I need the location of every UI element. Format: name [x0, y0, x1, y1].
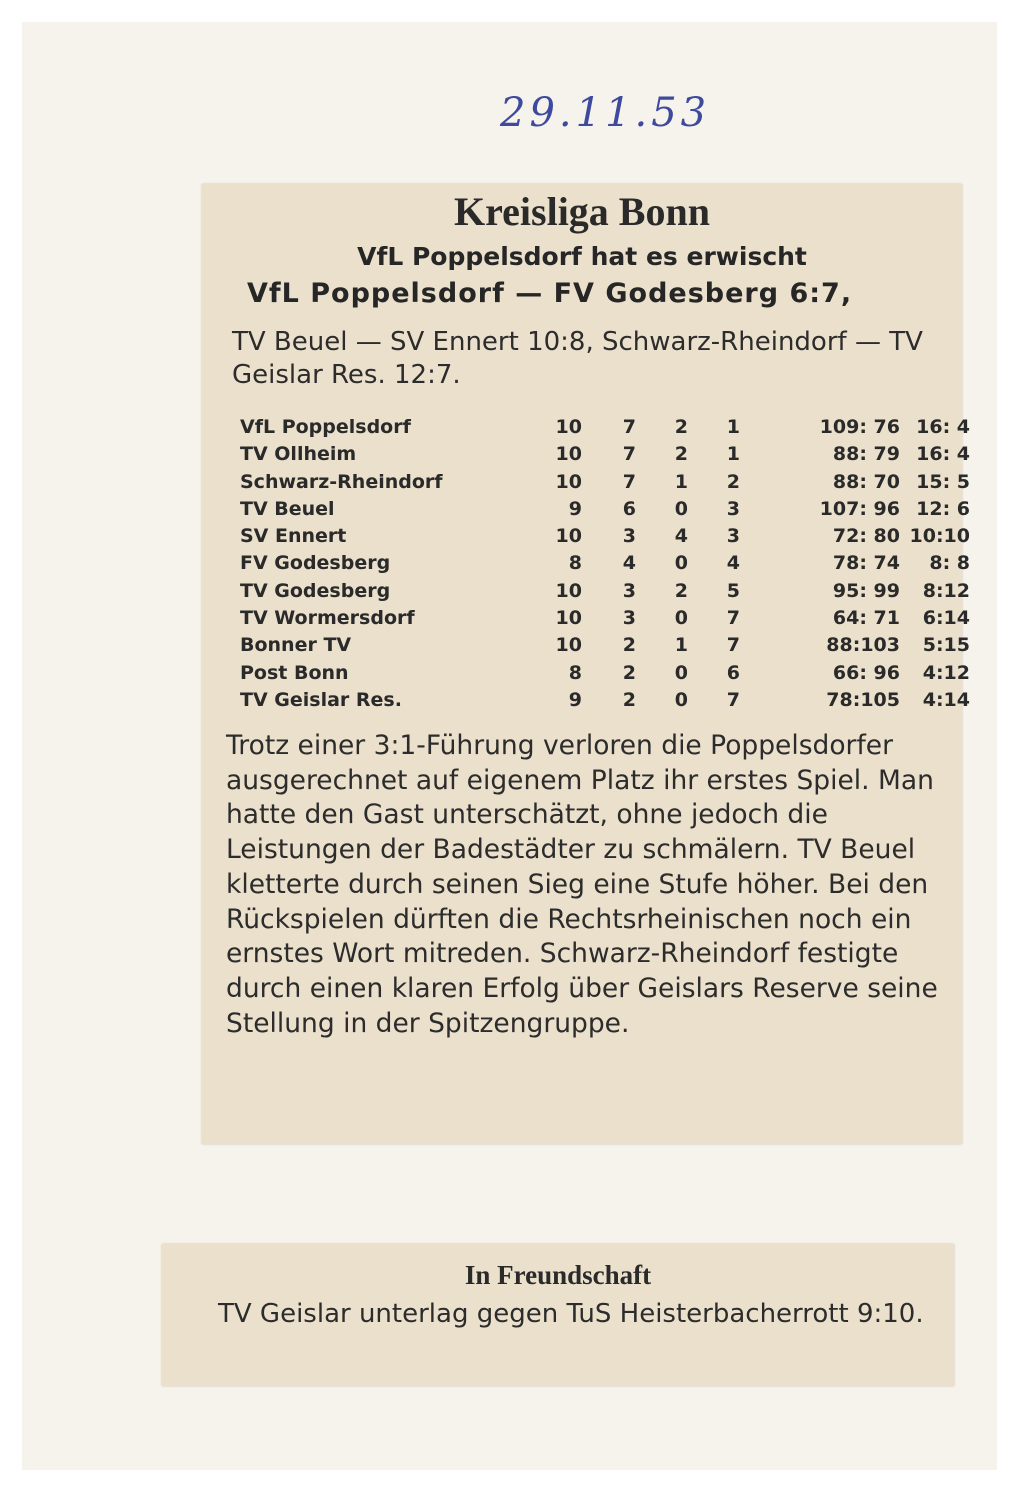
cell-pts: 6:14 [922, 607, 970, 630]
cell-gp: 8 [568, 552, 582, 575]
headline: Kreisliga Bonn [454, 189, 710, 234]
cell-pts: 8: 8 [929, 552, 970, 575]
handwritten-date: 29.11.53 [500, 90, 711, 136]
cell-gp: 10 [555, 470, 582, 493]
cell-team: VfL Poppelsdorf [240, 416, 411, 438]
table-row [240, 579, 970, 607]
cell-team: TV Godesberg [240, 579, 391, 602]
cell-w: 7 [622, 470, 636, 493]
cell-pts: 8:12 [922, 579, 970, 602]
cell-goals: 72: 80 [832, 525, 900, 548]
cell-goals: 78:105 [826, 688, 900, 711]
cell-goals: 78: 74 [832, 552, 900, 575]
cell-d: 0 [674, 497, 688, 520]
cell-w: 3 [622, 607, 636, 630]
cell-d: 1 [674, 634, 688, 657]
standings-table [240, 416, 970, 716]
cell-gp: 10 [555, 525, 582, 548]
cell-team: SV Ennert [240, 525, 347, 548]
cell-gp: 10 [555, 416, 582, 438]
cell-l: 5 [726, 579, 740, 602]
cell-gp: 8 [568, 661, 582, 684]
cell-d: 2 [674, 443, 688, 466]
scrapbook-page [22, 22, 997, 1470]
cell-team: TV Ollheim [240, 443, 357, 466]
results-paragraph: TV Beuel — SV Ennert 10:8, Schwarz-Rheindorf — TV Geislar Res. 12:7. [232, 327, 923, 390]
cell-w: 6 [622, 497, 636, 520]
cell-team: Post Bonn [240, 661, 349, 684]
table-row [240, 525, 970, 552]
cell-team: TV Geislar Res. [240, 688, 402, 711]
subheadline: VfL Poppelsdorf hat es erwischt [357, 242, 807, 271]
cell-w: 2 [622, 661, 636, 684]
cell-l: 3 [726, 497, 740, 520]
cell-pts: 16: 4 [916, 443, 970, 466]
cell-pts: 15: 5 [916, 470, 970, 493]
cell-pts: 16: 4 [916, 416, 970, 438]
cell-l: 4 [726, 552, 740, 575]
table-row [240, 552, 970, 579]
cell-team: TV Beuel [240, 497, 335, 520]
cell-l: 2 [726, 470, 740, 493]
kreisliga-clipping [202, 184, 970, 1144]
cell-l: 3 [726, 525, 740, 548]
cell-goals: 107: 96 [819, 497, 900, 520]
cell-l: 6 [726, 661, 740, 684]
table-row [240, 661, 970, 689]
cell-d: 2 [674, 579, 688, 602]
cell-gp: 10 [555, 607, 582, 630]
cell-w: 7 [622, 443, 636, 466]
cell-pts: 10:10 [909, 525, 970, 548]
table-row [240, 416, 970, 443]
headline-result: VfL Poppelsdorf — FV Godesberg 6:7, [247, 278, 853, 309]
table-row [240, 497, 970, 525]
cell-d: 0 [674, 607, 688, 630]
cell-gp: 9 [568, 688, 582, 711]
cell-w: 2 [622, 688, 636, 711]
cell-w: 4 [622, 552, 636, 575]
cell-l: 7 [726, 634, 740, 657]
cell-pts: 4:12 [922, 661, 970, 684]
cell-l: 1 [726, 416, 740, 438]
cell-w: 2 [622, 634, 636, 657]
cell-d: 0 [674, 688, 688, 711]
freundschaft-text: TV Geislar unterlag gegen TuS Heisterbacherrott 9:10. [218, 1299, 924, 1329]
table-row [240, 470, 970, 498]
article-body: Trotz einer 3:1-Führung verloren die Poppelsdorfer ausgerechnet auf eigenem Platz ihr erstes Spiel. Man hatte den Gast unterschätzt, ohne jedoch die Leistungen der Badestädter zu schmälern. TV Beuel kletterte durch seinen Sieg eine Stufe höher. Bei den Rückspielen dürften die Rechtsrheinischen noch ein ernstes Wort mitreden. Schwarz-Rheindorf festigte durch einen klaren Erfolg über Geislars Reserve seine Stellung in der Spitzengruppe. [226, 730, 938, 1039]
cell-d: 1 [674, 470, 688, 493]
cell-w: 7 [622, 416, 636, 438]
cell-d: 2 [674, 416, 688, 438]
cell-d: 0 [674, 661, 688, 684]
cell-w: 3 [622, 525, 636, 548]
cell-gp: 10 [555, 634, 582, 657]
cell-pts: 4:14 [922, 688, 970, 711]
cell-goals: 66: 96 [832, 661, 900, 684]
cell-goals: 95: 99 [832, 579, 900, 602]
cell-pts: 12: 6 [916, 497, 970, 520]
table-row [240, 634, 970, 661]
cell-l: 7 [726, 607, 740, 630]
cell-gp: 10 [555, 579, 582, 602]
cell-team: FV Godesberg [240, 552, 391, 575]
freundschaft-clipping [162, 1244, 954, 1386]
table-row [240, 443, 970, 470]
cell-goals: 88: 79 [832, 443, 900, 466]
cell-gp: 9 [568, 497, 582, 520]
cell-d: 0 [674, 552, 688, 575]
cell-pts: 5:15 [922, 634, 970, 657]
cell-l: 1 [726, 443, 740, 466]
table-row [240, 688, 970, 716]
cell-goals: 88: 70 [832, 470, 900, 493]
cell-goals: 64: 71 [832, 607, 900, 630]
cell-goals: 109: 76 [819, 416, 900, 438]
cell-w: 3 [622, 579, 636, 602]
cell-team: TV Wormersdorf [240, 607, 415, 630]
cell-team: Bonner TV [240, 634, 352, 657]
freundschaft-heading: In Freundschaft [464, 1260, 652, 1290]
cell-l: 7 [726, 688, 740, 711]
cell-goals: 88:103 [826, 634, 900, 657]
cell-team: Schwarz-Rheindorf [240, 470, 443, 493]
cell-gp: 10 [555, 443, 582, 466]
table-row [240, 607, 970, 634]
cell-d: 4 [674, 525, 688, 548]
